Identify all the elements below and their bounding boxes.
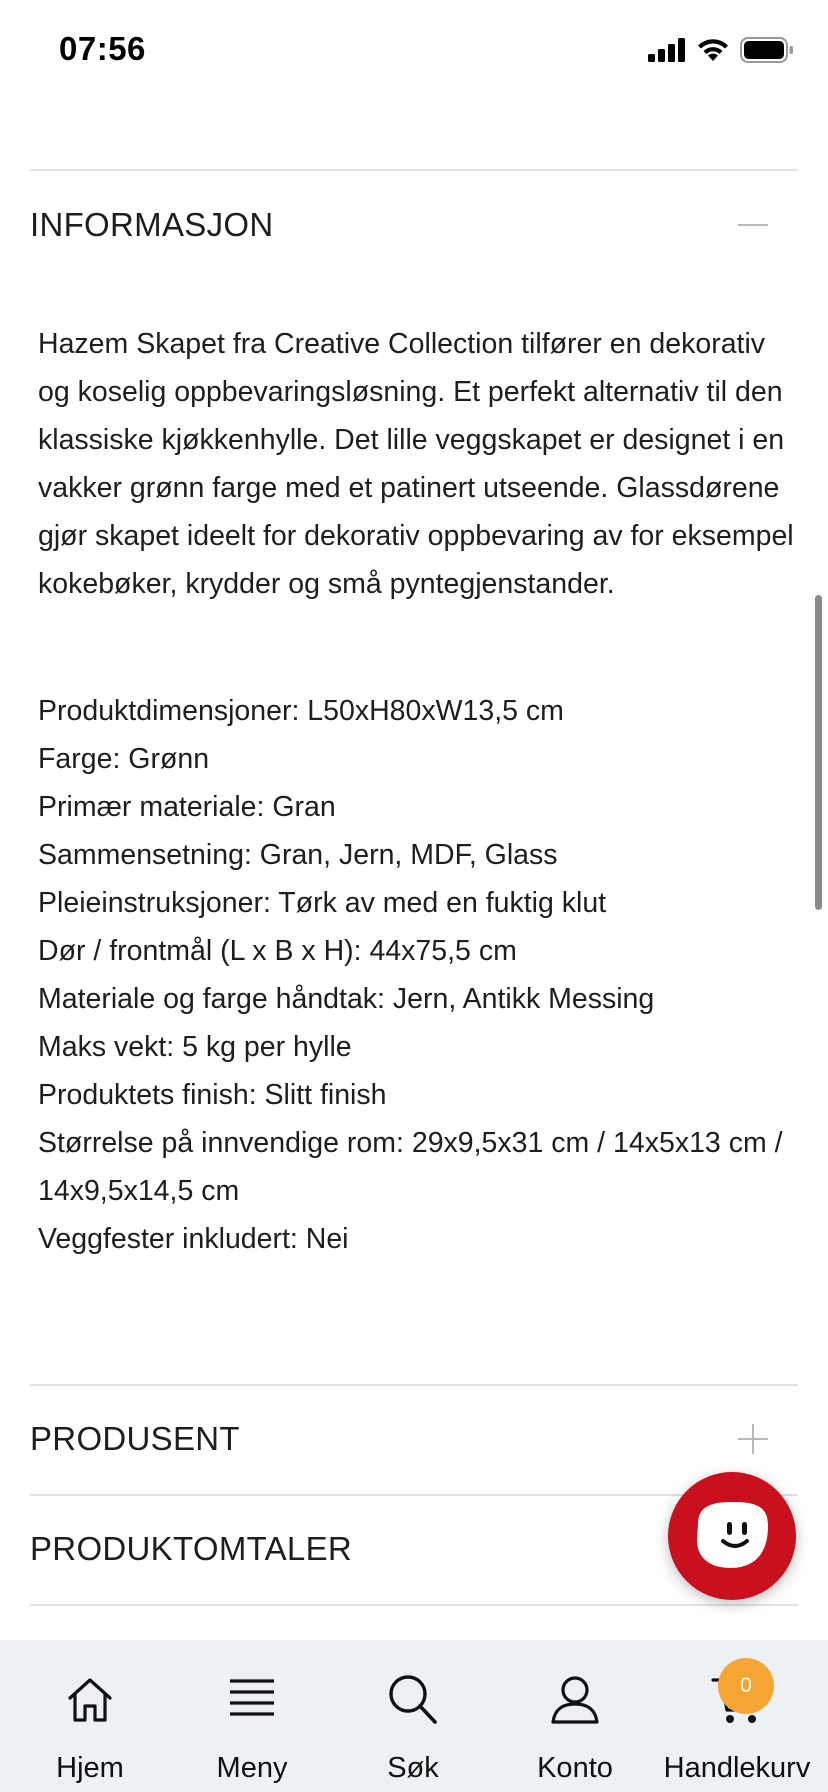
search-icon: [385, 1672, 441, 1728]
spec-item: Størrelse på innvendige rom: 29x9,5x31 cm / 14x5x13 cm / 14x9,5x14,5 cm: [38, 1127, 783, 1207]
nav-label: Handlekurv: [663, 1752, 811, 1784]
nav-label: Meny: [216, 1752, 288, 1784]
divider: [30, 169, 798, 171]
home-icon: [62, 1672, 118, 1728]
accordion-title: PRODUSENT: [30, 1420, 240, 1457]
menu-icon: [224, 1672, 280, 1728]
nav-label: Hjem: [56, 1752, 124, 1784]
spec-item: Veggfester inkludert: Nei: [38, 1223, 349, 1255]
spec-item: Produktdimensjoner: L50xH80xW13,5 cm: [38, 695, 564, 727]
wifi-icon: [696, 37, 730, 63]
product-description: Hazem Skapet fra Creative Collection tilfører en dekorativ og koselig oppbevaringsløsning. Et perfekt alternativ til den klassiske kjøkkenhylle. Det lille veggskapet er designet i en vakker grønn farge med et patinert utseende. Glassdørene gjør skapet ideelt for dekorativ oppbevaring av for eksempel kokebøker, krydder og små pyntegjenstander.: [38, 328, 794, 600]
nav-label: Søk: [387, 1752, 439, 1784]
accordion-header-informasjon[interactable]: [30, 180, 798, 270]
nav-item-search[interactable]: [338, 1640, 488, 1792]
spec-item: Materiale og farge håndtak: Jern, Antikk Messing: [38, 983, 655, 1015]
accordion-title: PRODUKTOMTALER: [30, 1530, 353, 1567]
spec-item: Farge: Grønn: [38, 743, 210, 775]
minus-icon[interactable]: [738, 210, 768, 240]
nav-item-account[interactable]: [500, 1640, 650, 1792]
scrollbar-thumb[interactable]: [815, 595, 822, 910]
chat-smiley-icon: [668, 1472, 796, 1600]
spec-item: Dør / frontmål (L x B x H): 44x75,5 cm: [38, 935, 517, 967]
accordion-header-produsent[interactable]: [30, 1394, 798, 1484]
status-icons: [648, 36, 794, 64]
spec-item: Maks vekt: 5 kg per hylle: [38, 1031, 352, 1063]
status-bar: [0, 0, 828, 100]
divider: [30, 1384, 798, 1386]
chat-button[interactable]: [668, 1472, 796, 1600]
nav-item-menu[interactable]: [177, 1640, 327, 1792]
status-time: 07:56: [59, 30, 146, 67]
spec-item: Sammensetning: Gran, Jern, MDF, Glass: [38, 839, 558, 871]
spec-list: [38, 687, 798, 1263]
battery-icon: [740, 37, 794, 63]
spec-item: Pleieinstruksjoner: Tørk av med en fuktig klut: [38, 887, 607, 919]
plus-icon[interactable]: [738, 1424, 768, 1454]
nav-item-home[interactable]: [15, 1640, 165, 1792]
user-icon: [547, 1672, 603, 1728]
nav-label: Konto: [537, 1752, 613, 1784]
bottom-navigation: [0, 1640, 828, 1792]
divider: [30, 1604, 798, 1606]
cellular-signal-icon: [648, 38, 686, 62]
cart-count-badge[interactable]: 0: [718, 1658, 774, 1714]
spec-item: Primær materiale: Gran: [38, 791, 336, 823]
spec-item: Produktets finish: Slitt finish: [38, 1079, 387, 1111]
accordion-title: INFORMASJON: [30, 206, 274, 243]
